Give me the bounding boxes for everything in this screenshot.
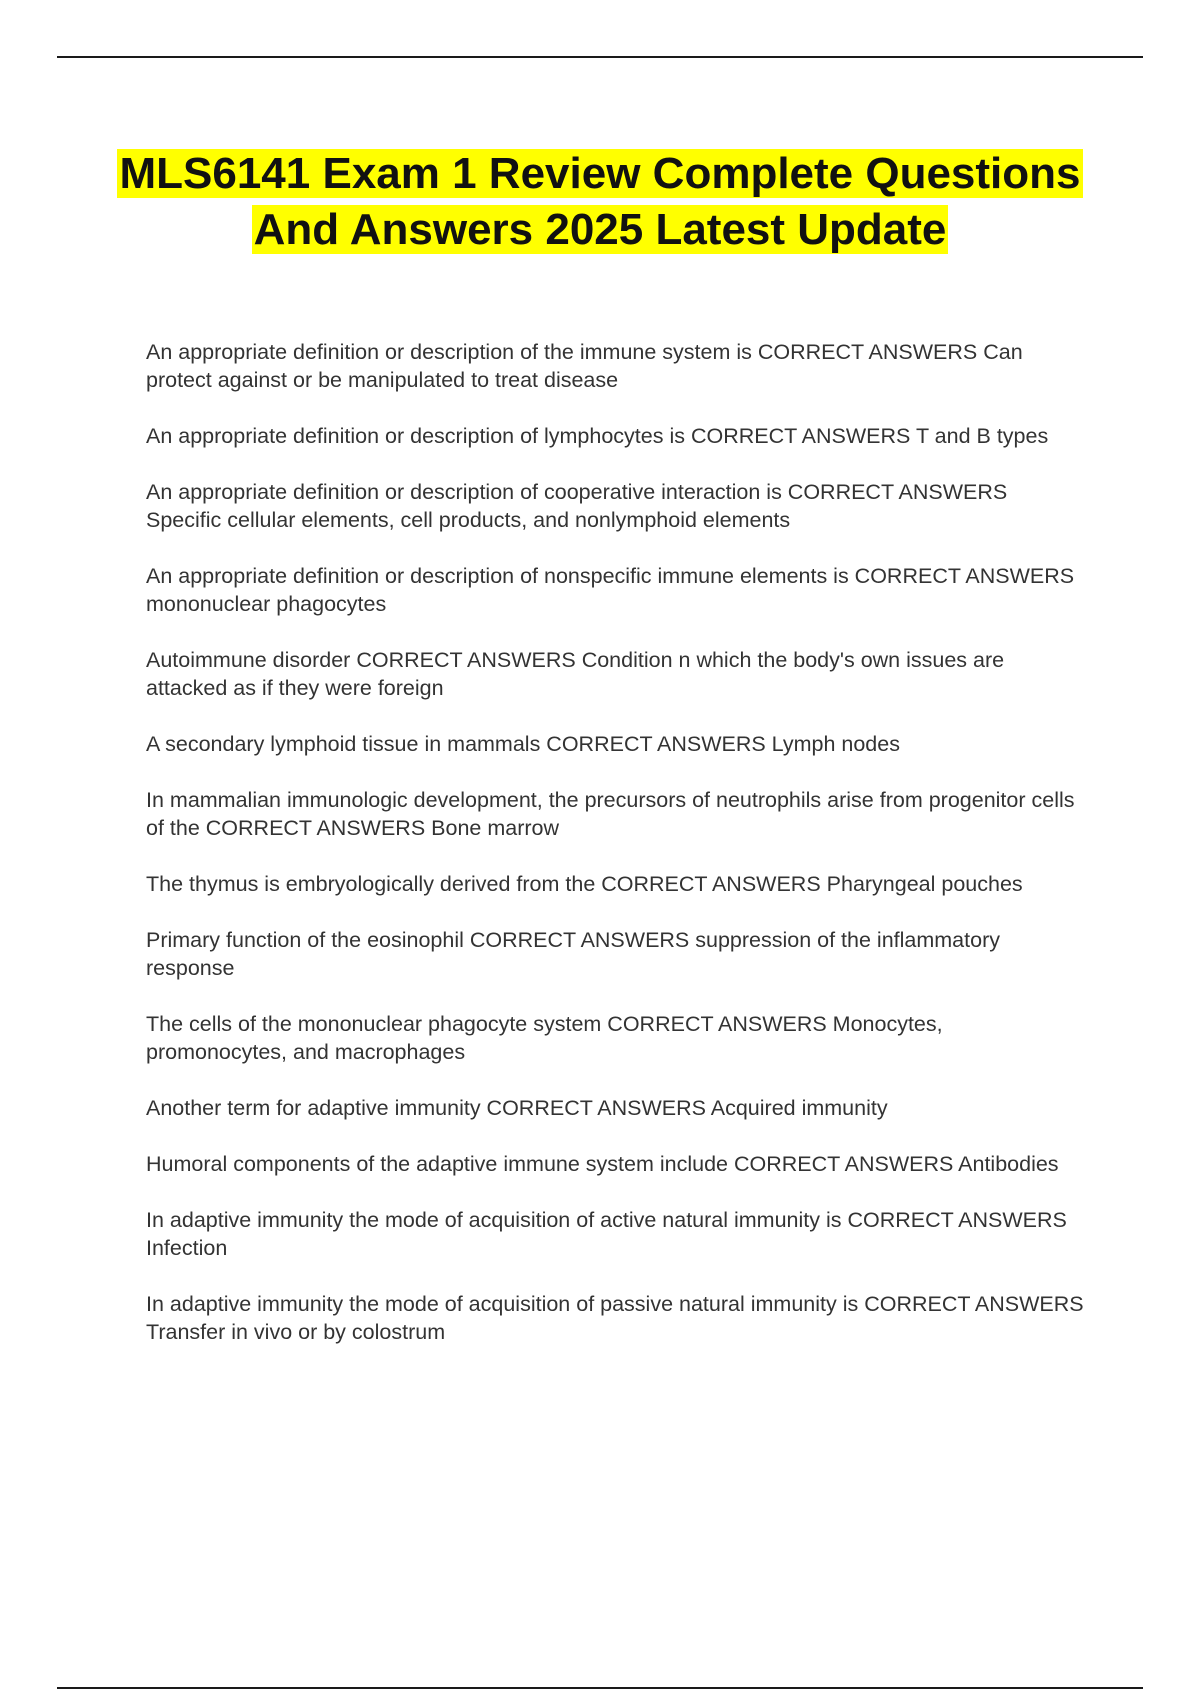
qa-item: An appropriate definition or description of the immune system is CORRECT ANSWERS Can protect against or be manipulated to treat disease [146,340,1023,392]
title-block [100,146,1100,258]
qa-item: In adaptive immunity the mode of acquisition of active natural immunity is CORRECT ANSWERS Infection [146,1208,1067,1260]
qa-item: An appropriate definition or description of lymphocytes is CORRECT ANSWERS T and B types [146,424,1049,448]
qa-item: The cells of the mononuclear phagocyte system CORRECT ANSWERS Monocytes, promonocytes, and macrophages [146,1012,943,1064]
top-divider [57,56,1143,58]
qa-item: In mammalian immunologic development, the precursors of neutrophils arise from progenitor cells of the CORRECT ANSWERS Bone marrow [146,788,1075,840]
qa-item: A secondary lymphoid tissue in mammals CORRECT ANSWERS Lymph nodes [146,732,900,756]
qa-item: Primary function of the eosinophil CORRECT ANSWERS suppression of the inflammatory response [146,928,1000,980]
qa-item: The thymus is embryologically derived from the CORRECT ANSWERS Pharyngeal pouches [146,872,1023,896]
qa-list [146,338,1086,1374]
qa-item: Autoimmune disorder CORRECT ANSWERS Condition n which the body's own issues are attacked as if they were foreign [146,648,1005,700]
qa-item: Another term for adaptive immunity CORRECT ANSWERS Acquired immunity [146,1096,888,1120]
document-title-highlight: MLS6141 Exam 1 Review Complete Questions And Answers 2025 Latest Update [119,149,1081,254]
qa-item: In adaptive immunity the mode of acquisition of passive natural immunity is CORRECT ANSWERS Transfer in vivo or by colostrum [146,1292,1084,1344]
document-title [100,146,1100,258]
bottom-divider [57,1687,1143,1689]
qa-item: An appropriate definition or description of nonspecific immune elements is CORRECT ANSWERS mononuclear phagocytes [146,564,1075,616]
qa-item: An appropriate definition or description of cooperative interaction is CORRECT ANSWERS Specific cellular elements, cell products, and nonlymphoid elements [146,480,1008,532]
qa-item: Humoral components of the adaptive immune system include CORRECT ANSWERS Antibodies [146,1152,1059,1176]
